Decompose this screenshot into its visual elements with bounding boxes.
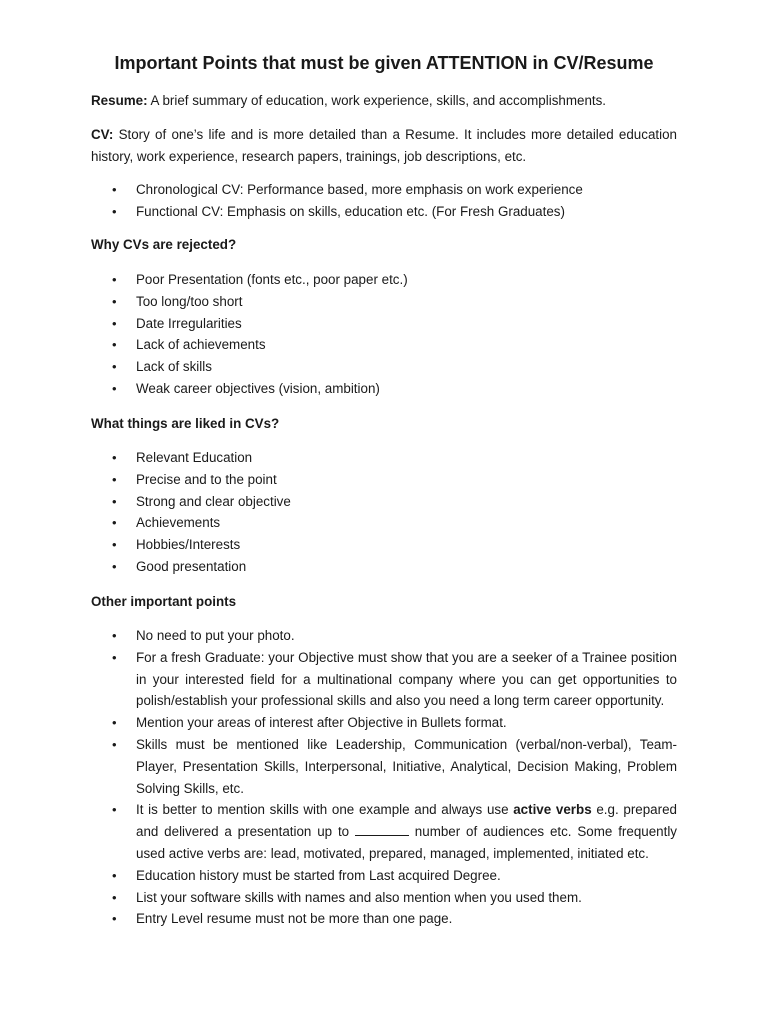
list-item: • Lack of skills	[0, 356, 677, 378]
page-title: Important Points that must be given ATTENTION in CV/Resume	[114, 53, 654, 73]
list-item: • No need to put your photo.	[0, 625, 677, 647]
cv-text: Story of one’s life and is more detailed than a Resume. It includes more detailed education history, work experience, research papers, trainings, job descriptions, etc.	[91, 127, 677, 164]
list-item: • Hobbies/Interests	[0, 534, 677, 556]
list-item: • Education history must be started from Last acquired Degree.	[0, 865, 677, 887]
list-item: • Functional CV: Emphasis on skills, education etc. (For Fresh Graduates)	[0, 201, 677, 223]
active-verbs-emphasis: active verbs	[513, 802, 592, 818]
other-points-list	[0, 625, 768, 930]
list-item: • Relevant Education	[0, 447, 677, 469]
list-item: • Precise and to the point	[0, 469, 677, 491]
list-item: • Good presentation	[0, 556, 677, 578]
resume-label: Resume:	[91, 93, 148, 108]
item-text: It is better to mention skills with one example and always use	[136, 802, 514, 818]
resume-definition	[91, 90, 677, 112]
liked-heading: What things are liked in CVs?	[91, 416, 280, 431]
list-item: • Mention your areas of interest after Objective in Bullets format.	[0, 712, 677, 734]
cv-definition	[91, 124, 677, 168]
list-item: • For a fresh Graduate: your Objective must show that you are a seeker of a Trainee position in your interested field for a multinational company where you can get opportunities to polish/establish your professional skills and also you need a long term career opportunity.	[0, 647, 677, 712]
item-text: e.g. prepared and delivered a presentation up to	[136, 802, 677, 840]
cv-types-list	[0, 179, 768, 223]
list-item: • Poor Presentation (fonts etc., poor paper etc.)	[0, 269, 677, 291]
list-item: • Skills must be mentioned like Leadership, Communication (verbal/non-verbal), Team-Player, Presentation Skills, Interpersonal, Initiative, Analytical, Decision Making, Problem Solving Skills, etc.	[0, 734, 677, 799]
list-item: • List your software skills with names and also mention when you used them.	[0, 887, 677, 909]
list-item	[0, 799, 677, 864]
list-item: • Entry Level resume must not be more than one page.	[0, 908, 677, 930]
list-item: • Chronological CV: Performance based, more emphasis on work experience	[0, 179, 677, 201]
item-text: number of audiences etc. Some frequently used active verbs are: lead, motivated, prepared, managed, implemented, initiated etc.	[136, 824, 677, 861]
list-item: • Achievements	[0, 512, 677, 534]
list-item: • Date Irregularities	[0, 313, 677, 335]
cv-label: CV:	[91, 127, 114, 142]
liked-list	[0, 447, 768, 578]
rejected-list	[0, 269, 768, 400]
other-heading: Other important points	[91, 594, 237, 609]
list-item: • Too long/too short	[0, 291, 677, 313]
resume-text: A brief summary of education, work experience, skills, and accomplishments.	[147, 93, 607, 108]
rejected-heading: Why CVs are rejected?	[91, 237, 237, 252]
list-item: • Lack of achievements	[0, 334, 677, 356]
fill-in-blank	[355, 821, 409, 836]
list-item: • Weak career objectives (vision, ambition)	[0, 378, 677, 400]
list-item: • Strong and clear objective	[0, 491, 677, 513]
